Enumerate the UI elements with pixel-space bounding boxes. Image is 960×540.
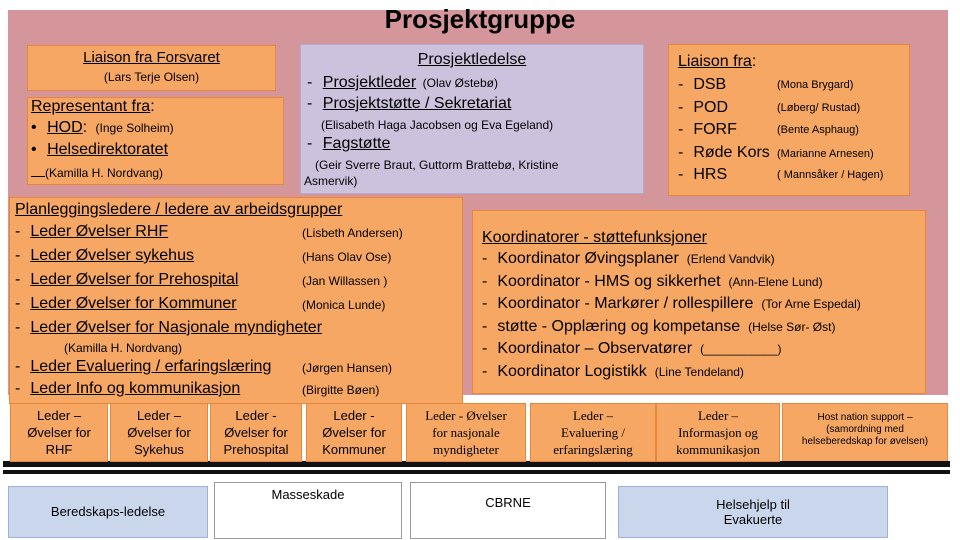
fagstotte-names-1: (Geir Sverre Braut, Guttorm Brattebø, Kristine <box>315 158 559 172</box>
liaison-item <box>678 121 737 139</box>
prosjektstotte-line: - Prosjektstøtte / Sekretariat <box>307 95 512 112</box>
leader-box-line1: Leder – <box>136 408 182 423</box>
liaison-item <box>678 99 728 117</box>
leader-box-line1: Leder – <box>697 408 739 423</box>
representant-hod-name: (Inge Solheim) <box>95 121 174 135</box>
leader-box-line1: Leder – <box>572 408 614 423</box>
plan-item-label: Leder Øvelser sykehus <box>30 247 194 264</box>
koordinator-item <box>482 318 835 336</box>
fagstotte-label: Fagstøtte <box>322 135 391 152</box>
host-nation-box <box>782 403 948 462</box>
plan-item-name: (Lisbeth Andersen) <box>302 226 403 240</box>
prosjektledelse-box <box>300 44 644 194</box>
koordinator-name: (Ann-Elene Lund) <box>728 274 823 289</box>
dash: - <box>15 247 21 264</box>
leader-box-line2: Informasjon og <box>678 425 758 440</box>
leader-box-line2: Øvelser for <box>224 425 288 440</box>
dash: - <box>15 271 21 288</box>
dash: - <box>15 223 21 240</box>
leader-box <box>110 403 208 462</box>
liaison-fra-box <box>668 44 910 196</box>
leader-box-line1: Leder – <box>36 408 82 423</box>
plan-item-name: (Jan Willassen ) <box>302 274 388 288</box>
leader-box <box>656 403 780 462</box>
liaison-item <box>678 166 727 184</box>
planlegging-box <box>9 197 463 404</box>
liaison-forsvaret-box <box>27 45 276 91</box>
koordinator-label: Koordinator - HMS og sikkerhet <box>497 272 721 290</box>
fagstotte-names-2: Asmervik) <box>304 174 358 188</box>
dash: - <box>678 76 684 93</box>
plan-item <box>15 247 194 265</box>
koordinator-label: Koordinator - Markører / rollespillere <box>497 295 754 313</box>
leader-box-line2: for nasjonale <box>432 425 500 440</box>
liaison-fra-heading-line: Liaison fra: <box>678 53 757 70</box>
dash: - <box>482 250 488 267</box>
koordinator-label: Koordinator – Observatører <box>497 340 693 358</box>
plan-item-label: Leder Øvelser RHF <box>30 223 169 240</box>
dash: - <box>15 319 21 336</box>
representant-heading-line <box>31 98 155 116</box>
leader-box-line3: myndigheter <box>433 442 499 457</box>
representant-hod-label: HOD <box>47 119 83 136</box>
koordinatorer-box <box>472 210 926 394</box>
dash: - <box>482 295 488 313</box>
leader-box <box>210 403 302 462</box>
helsehjelp-line1: Helsehjelp til <box>716 497 790 512</box>
dash: - <box>678 143 684 161</box>
leader-box-line2: Øvelser for <box>322 425 386 440</box>
host-nation-line1: Host nation support – <box>817 412 913 423</box>
representant-heading: Representant fra <box>31 98 151 115</box>
liaison-label: POD <box>693 98 728 116</box>
prosjektleder-line: - Prosjektleder (Olav Østebø) <box>307 74 498 91</box>
cbrne-label: CBRNE <box>485 495 531 510</box>
liaison-name: (Bente Asphaug) <box>777 124 859 136</box>
masseskade-label: Masseskade <box>271 487 345 502</box>
koordinator-item <box>482 295 861 313</box>
dash: - <box>482 340 488 358</box>
koordinator-name: (Tor Arne Espedal) <box>761 297 861 312</box>
leader-box-line3: Prehospital <box>223 442 289 457</box>
leader-box-line1: Leder - <box>235 408 277 423</box>
koordinator-name: (Line Tendeland) <box>654 365 744 379</box>
plan-item <box>15 380 240 398</box>
masseskade-box <box>214 482 402 539</box>
leader-box-line3: Sykehus <box>134 442 184 457</box>
plan-item-name: (Monica Lunde) <box>302 298 386 312</box>
koordinator-label: Koordinator Øvingsplaner <box>497 250 679 267</box>
dash: - <box>678 121 684 138</box>
koordinator-name: (Helse Sør- Øst) <box>748 319 836 334</box>
beredskapsledelse-box <box>8 486 208 538</box>
liaison-name: (Løberg/ Rustad) <box>777 101 861 114</box>
leader-box-line2: Øvelser for <box>127 425 191 440</box>
bullet: • <box>31 119 37 136</box>
liaison-fra-heading: Liaison fra <box>678 53 752 70</box>
host-nation-line2: (samordning med <box>826 424 904 435</box>
plan-item <box>15 295 237 313</box>
liaison-forsvaret-heading: Liaison fra Forsvaret <box>83 49 220 66</box>
koordinator-item <box>482 363 744 381</box>
leader-box-line2: Evaluering / <box>561 425 625 440</box>
prosjektstotte-names: (Elisabeth Haga Jacobsen og Eva Egeland) <box>321 118 554 132</box>
fagstotte-line: - Fagstøtte <box>307 135 391 152</box>
koordinator-name: (___________) <box>700 342 782 357</box>
plan-item <box>15 223 168 241</box>
representant-footer: (Kamilla H. Nordvang) <box>31 166 163 180</box>
prosjektleder-label: Prosjektleder <box>322 74 417 91</box>
plan-item-label: Leder Øvelser for Prehospital <box>30 271 239 288</box>
liaison-item <box>678 144 770 162</box>
koordinator-label: Koordinator Logistikk <box>497 363 647 380</box>
representant-item-hod <box>31 119 174 137</box>
leader-box <box>406 403 526 462</box>
helsehjelp-box <box>618 486 888 538</box>
liaison-name: (Marianne Arnesen) <box>777 147 874 160</box>
planlegging-heading: Planleggingsledere / ledere av arbeidsgrupper <box>15 201 343 218</box>
leader-box <box>306 403 402 462</box>
liaison-label: FORF <box>693 121 737 138</box>
leader-box-line3: RHF <box>45 442 73 457</box>
liaison-name: (Mona Brygard) <box>777 79 854 91</box>
plan-item-name: (Jørgen Hansen) <box>302 361 393 375</box>
koordinator-item <box>482 250 775 268</box>
planlegging-sub-name: (Kamilla H. Nordvang) <box>64 341 183 355</box>
liaison-name: ( Mannsåker / Hagen) <box>777 169 884 181</box>
liaison-label: DSB <box>693 76 727 93</box>
dash: - <box>482 272 488 290</box>
plan-item-label: Leder Info og kommunikasjon <box>30 380 241 397</box>
representant-hdir-label: Helsedirektoratet <box>47 141 169 158</box>
prosjektledelse-heading: Prosjektledelse <box>417 51 527 68</box>
cbrne-box <box>410 482 606 539</box>
plan-item-name: (Birgitte Bøen) <box>302 383 380 397</box>
leader-box-line3: kommunikasjon <box>676 442 760 457</box>
representant-colon: : <box>150 98 155 115</box>
leader-box-line2: Øvelser for <box>27 425 91 440</box>
plan-item-label: Leder Øvelser for Nasjonale myndigheter <box>30 319 323 336</box>
dash: - <box>482 363 488 380</box>
plan-item-name: (Hans Olav Ose) <box>302 250 392 264</box>
dash: - <box>15 380 21 397</box>
liaison-item <box>678 76 726 94</box>
bullet: • <box>31 141 37 158</box>
leader-box-line1: Leder - Øvelser <box>425 408 507 423</box>
koordinator-name: (Erlend Vandvik) <box>686 252 775 266</box>
dash: - <box>15 358 21 375</box>
dash: - <box>482 317 488 335</box>
koordinatorer-heading: Koordinatorer - støttefunksjoner <box>482 229 707 246</box>
dash: - <box>678 98 684 116</box>
leader-box <box>530 403 656 462</box>
representant-item-hdir <box>31 141 168 159</box>
leader-box-line1: Leder - <box>333 408 375 423</box>
divider-bar-bottom <box>3 470 950 474</box>
dash: - <box>15 295 21 312</box>
prosjektstotte-label: Prosjektstøtte / Sekretariat <box>322 95 512 112</box>
plan-item-label: Leder Evaluering / erfaringslæring <box>30 358 272 375</box>
prosjektleder-name: (Olav Østebø) <box>422 76 498 90</box>
plan-item-label: Leder Øvelser for Kommuner <box>30 295 237 312</box>
representant-box <box>27 97 284 185</box>
page-title: Prosjektgruppe <box>384 4 576 34</box>
plan-item <box>15 319 322 337</box>
leader-box-line3: erfaringslæring <box>553 442 633 457</box>
liaison-forsvaret-name: (Lars Terje Olsen) <box>103 70 200 84</box>
host-nation-line3: helseberedskap for øvelsen) <box>801 436 929 447</box>
leader-box-line3: Kommuner <box>322 442 386 457</box>
plan-item <box>15 271 238 289</box>
koordinator-item <box>482 340 781 358</box>
plan-item <box>15 358 271 376</box>
koordinator-label: støtte - Opplæring og kompetanse <box>497 317 741 335</box>
leader-box <box>10 403 108 462</box>
representant-hod-colon: : <box>82 119 88 136</box>
liaison-label: HRS <box>693 166 728 183</box>
liaison-label: Røde Kors <box>693 143 770 161</box>
beredskapsledelse-label: Beredskaps-ledelse <box>50 504 166 519</box>
helsehjelp-line2: Evakuerte <box>723 512 783 527</box>
koordinator-item <box>482 273 823 291</box>
dash: - <box>678 166 684 183</box>
